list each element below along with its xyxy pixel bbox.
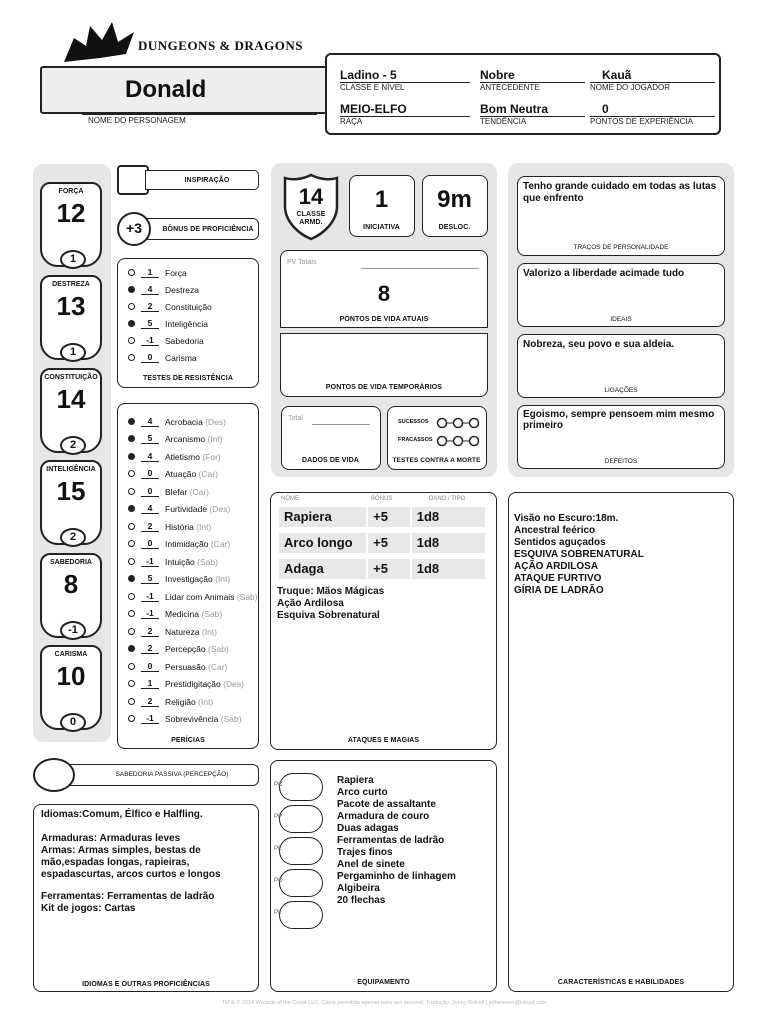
death-saves-label: TESTES CONTRA A MORTE bbox=[392, 457, 481, 464]
feature-line: GÍRIA DE LADRÃO bbox=[514, 585, 604, 596]
coin-label: PO bbox=[274, 878, 283, 884]
save-label: Carisma bbox=[165, 352, 197, 363]
skill-insight[interactable] bbox=[128, 553, 218, 570]
speed-box[interactable] bbox=[422, 175, 488, 237]
skill-nature[interactable] bbox=[128, 623, 217, 640]
death-saves-failure-bubbles[interactable] bbox=[436, 434, 480, 452]
coin-copper[interactable] bbox=[274, 773, 323, 801]
skill-value: 2 bbox=[141, 521, 159, 532]
player-name-label: NOME DO JOGADOR bbox=[590, 82, 715, 92]
skill-attribute: (Car) bbox=[198, 468, 218, 479]
save-value: 2 bbox=[141, 301, 159, 312]
skill-value: 4 bbox=[141, 503, 159, 514]
header bbox=[0, 0, 768, 150]
ability-modifier: -1 bbox=[60, 621, 86, 640]
skill-intimidation[interactable] bbox=[128, 535, 230, 552]
alignment-value[interactable]: Bom Neutra bbox=[480, 102, 549, 116]
coin-label: PE bbox=[274, 846, 283, 852]
race-label: RAÇA bbox=[340, 116, 470, 126]
proficiency-bubble[interactable] bbox=[128, 269, 135, 276]
equipment-item: Trajes finos bbox=[337, 847, 393, 858]
hit-dice-total-line bbox=[312, 424, 370, 425]
proficiency-line: Idiomas:Comum, Élfico e Halfling. bbox=[41, 809, 203, 820]
features-title: CARACTERÍSTICAS E HABILIDADES bbox=[557, 979, 685, 986]
attack-damage: 1d8 bbox=[412, 507, 485, 527]
hp-current-label: PONTOS DE VIDA ATUAIS bbox=[339, 316, 429, 323]
feature-line: Ancestral feérico bbox=[514, 525, 596, 536]
skill-label: Medicina bbox=[165, 608, 200, 619]
skill-value: 4 bbox=[141, 451, 159, 462]
equipment-title: EQUIPAMENTO bbox=[357, 979, 410, 986]
feature-line: Sentidos aguçados bbox=[514, 537, 606, 548]
skill-label: História bbox=[165, 521, 194, 532]
equipment-box bbox=[270, 760, 497, 992]
skill-sleight-of-hand[interactable] bbox=[128, 675, 244, 692]
skill-religion[interactable] bbox=[128, 693, 213, 710]
proficiency-line: mão,espadas longas, rapieiras, bbox=[41, 857, 190, 868]
equipment-item: Armadura de couro bbox=[337, 811, 430, 822]
coin-platinum[interactable] bbox=[274, 901, 323, 929]
skill-survival[interactable] bbox=[128, 710, 242, 727]
proficiency-bubble[interactable] bbox=[128, 320, 135, 327]
proficiencies-box bbox=[33, 804, 259, 992]
logo-text: DUNGEONS & DRAGONS bbox=[138, 38, 304, 53]
skill-deception[interactable] bbox=[128, 483, 209, 500]
proficiency-bubble[interactable] bbox=[128, 698, 135, 705]
attack-row[interactable] bbox=[279, 533, 487, 553]
skill-attribute: (Car) bbox=[208, 661, 228, 672]
skill-value: -1 bbox=[141, 556, 159, 567]
skills-title: PERÍCIAS bbox=[171, 737, 205, 744]
coin-gold[interactable] bbox=[274, 869, 323, 897]
xp-value[interactable]: 0 bbox=[602, 102, 609, 116]
ability-score: 10 bbox=[56, 661, 86, 691]
skill-label: Investigação bbox=[165, 573, 213, 584]
feature-line: ATAQUE FURTIVO bbox=[514, 573, 602, 584]
proficiency-value: +3 bbox=[126, 220, 142, 236]
skill-value: 5 bbox=[141, 433, 159, 444]
proficiency-bubble[interactable] bbox=[128, 610, 135, 617]
proficiency-bubble[interactable] bbox=[128, 418, 135, 425]
skill-attribute: (Int) bbox=[198, 696, 214, 707]
skill-value: 5 bbox=[141, 573, 159, 584]
failure-bubbles-icon bbox=[436, 435, 480, 447]
class-level-value[interactable]: Ladino - 5 bbox=[340, 68, 397, 82]
skills-box bbox=[117, 403, 259, 749]
ideals-text: Valorizo a liberdade acimade tudo bbox=[523, 268, 685, 279]
skill-value: 2 bbox=[141, 626, 159, 637]
ability-name: FORÇA bbox=[58, 188, 84, 195]
proficiency-bubble[interactable] bbox=[128, 337, 135, 344]
attack-bonus: +5 bbox=[368, 507, 410, 527]
proficiency-bubble[interactable] bbox=[128, 540, 135, 547]
coin-label: PC bbox=[274, 782, 283, 788]
speed-value: 9m bbox=[437, 186, 472, 213]
skill-label: Sobrevivência bbox=[165, 713, 219, 724]
skill-stealth[interactable] bbox=[128, 500, 230, 517]
ability-name: CARISMA bbox=[54, 651, 88, 658]
skill-athletics[interactable] bbox=[128, 448, 221, 465]
proficiency-bubble[interactable] bbox=[128, 558, 135, 565]
skill-attribute: (Sab) bbox=[220, 713, 242, 724]
ability-name: CONSTITUIÇÃO bbox=[44, 374, 98, 381]
skill-label: Atletismo bbox=[165, 451, 200, 462]
personality-traits-text: Tenho grande cuidado em todas as lutas que enfrento bbox=[523, 181, 717, 204]
hit-dice-total-label: Total bbox=[288, 415, 303, 422]
proficiency-bubble[interactable] bbox=[128, 435, 135, 442]
skill-history[interactable] bbox=[128, 518, 211, 535]
equipment-item: Algibeira bbox=[337, 883, 380, 894]
ability-name: INTELIGÊNCIA bbox=[46, 466, 96, 473]
passive-wisdom-field[interactable] bbox=[33, 758, 259, 792]
attacks-box bbox=[270, 492, 497, 750]
skill-label: Persuasão bbox=[165, 661, 206, 672]
attacks-title: ATAQUES E MAGIAS bbox=[347, 737, 420, 744]
attacks-header-damage: DANO / TIPO bbox=[429, 496, 466, 502]
skill-label: Percepção bbox=[165, 643, 206, 654]
ability-modifier: 2 bbox=[60, 528, 86, 547]
death-saves-failure-label: FRACASSOS bbox=[398, 437, 433, 443]
proficiency-line: Ferramentas: Ferramentas de ladrão bbox=[41, 891, 215, 902]
skill-attribute: (Sab) bbox=[208, 643, 229, 654]
bonds-box[interactable] bbox=[517, 334, 725, 398]
attack-damage: 1d8 bbox=[412, 533, 485, 553]
skill-attribute: (Int) bbox=[196, 521, 212, 532]
save-wisdom[interactable] bbox=[128, 332, 204, 349]
proficiency-line: Armas: Armas simples, bestas de bbox=[41, 845, 201, 856]
proficiency-bubble[interactable] bbox=[128, 453, 135, 460]
proficiency-bubble[interactable] bbox=[128, 680, 135, 687]
hp-max-line bbox=[361, 268, 479, 269]
attack-bonus: +5 bbox=[368, 559, 410, 579]
death-saves-success-bubbles[interactable] bbox=[436, 416, 480, 434]
ability-score: 15 bbox=[56, 476, 86, 506]
save-label: Destreza bbox=[165, 284, 200, 295]
skill-attribute: (Int) bbox=[215, 573, 231, 584]
ability-modifier: 1 bbox=[60, 343, 86, 362]
save-label: Força bbox=[165, 267, 187, 278]
save-strength[interactable] bbox=[128, 264, 187, 281]
attacks-header-bonus: BÔNUS bbox=[371, 496, 393, 502]
bonds-label: LIGAÇÕES bbox=[604, 387, 638, 394]
proficiency-bonus-field[interactable] bbox=[117, 212, 259, 246]
skill-attribute: (Des) bbox=[223, 678, 244, 689]
flaws-label: DEFEITOS bbox=[604, 458, 638, 465]
attack-row[interactable] bbox=[279, 559, 487, 579]
hit-dice-label: DADOS DE VIDA bbox=[302, 457, 359, 464]
proficiency-bubble[interactable] bbox=[128, 663, 135, 670]
proficiencies-title: IDIOMAS E OUTRAS PROFICIÊNCIAS bbox=[82, 981, 210, 988]
ability-modifier: 2 bbox=[60, 436, 86, 455]
saving-throws-box bbox=[117, 258, 259, 388]
equipment-item: Pacote de assaltante bbox=[337, 799, 436, 810]
initiative-label: INICIATIVA bbox=[363, 224, 400, 231]
attack-damage: 1d8 bbox=[412, 559, 485, 579]
skill-value: 0 bbox=[141, 538, 159, 549]
skill-value: 0 bbox=[141, 661, 159, 672]
armor-class-value: 14 bbox=[298, 184, 324, 209]
hit-dice-box[interactable] bbox=[281, 406, 381, 470]
skill-attribute: (Sab) bbox=[197, 556, 218, 567]
race-value[interactable]: MEIO-ELFO bbox=[340, 102, 407, 116]
proficiency-bubble[interactable] bbox=[128, 286, 135, 293]
ability-constitution[interactable] bbox=[40, 368, 102, 453]
save-value: 5 bbox=[141, 318, 159, 329]
skill-value: -1 bbox=[141, 713, 159, 724]
flaws-box[interactable] bbox=[517, 405, 725, 469]
proficiency-bubble[interactable] bbox=[128, 575, 135, 582]
skill-label: Furtividade bbox=[165, 503, 208, 514]
skill-performance[interactable] bbox=[128, 465, 218, 482]
skill-label: Natureza bbox=[165, 626, 200, 637]
ideals-label: IDEAIS bbox=[610, 316, 632, 323]
save-label: Sabedoria bbox=[165, 335, 204, 346]
skill-value: 2 bbox=[141, 643, 159, 654]
passive-wisdom-label: SABEDORIA PASSIVA (PERCEPÇÃO) bbox=[115, 771, 229, 778]
background-value[interactable]: Nobre bbox=[480, 68, 515, 82]
armor-class-label: CLASSE ARMD. bbox=[296, 211, 326, 226]
save-label: Constituição bbox=[165, 301, 212, 312]
skill-value: 0 bbox=[141, 468, 159, 479]
equipment-item: Ferramentas de ladrão bbox=[337, 835, 445, 846]
skill-medicine[interactable] bbox=[128, 605, 222, 622]
attack-note: Ação Ardilosa bbox=[277, 598, 344, 609]
attack-row[interactable] bbox=[279, 507, 487, 527]
save-value: 1 bbox=[141, 267, 159, 278]
proficiency-label: BÔNUS DE PROFICIÊNCIA bbox=[162, 226, 254, 233]
proficiency-bubble[interactable] bbox=[128, 645, 135, 652]
success-bubbles-icon bbox=[436, 417, 480, 429]
skill-label: Blefar bbox=[165, 486, 188, 497]
skill-attribute: (Car) bbox=[189, 486, 209, 497]
proficiency-line: espadascurtas, arcos curtos e longos bbox=[41, 869, 221, 880]
equipment-item: Rapiera bbox=[337, 775, 374, 786]
ability-score: 13 bbox=[56, 291, 86, 321]
bonds-text: Nobreza, seu povo e sua aldeia. bbox=[523, 339, 675, 350]
passive-wisdom-circle bbox=[33, 758, 75, 792]
skill-attribute: (Des) bbox=[205, 416, 226, 427]
proficiency-bubble[interactable] bbox=[128, 303, 135, 310]
personality-traits-box[interactable] bbox=[517, 176, 725, 256]
xp-label: PONTOS DE EXPERIÊNCIA bbox=[590, 116, 715, 126]
equipment-item: 20 flechas bbox=[337, 895, 386, 906]
attack-name: Adaga bbox=[279, 559, 366, 579]
attack-bonus: +5 bbox=[368, 533, 410, 553]
skill-attribute: (Int) bbox=[201, 626, 217, 637]
skill-arcana[interactable] bbox=[128, 430, 223, 447]
dragon-logo-icon bbox=[60, 18, 140, 66]
death-saves-box[interactable] bbox=[387, 406, 487, 470]
save-value: -1 bbox=[141, 335, 159, 346]
proficiency-line: Armaduras: Armaduras leves bbox=[41, 833, 181, 844]
player-name-value[interactable]: Kauã bbox=[602, 68, 632, 82]
features-box bbox=[508, 492, 734, 992]
initiative-value: 1 bbox=[374, 186, 389, 213]
save-charisma[interactable] bbox=[128, 349, 197, 366]
skill-value: 2 bbox=[141, 696, 159, 707]
skill-label: Religião bbox=[165, 696, 196, 707]
attack-note: Truque: Mãos Mágicas bbox=[277, 586, 385, 597]
ability-strength[interactable] bbox=[40, 182, 102, 267]
equipment-item: Pergaminho de linhagem bbox=[337, 871, 456, 882]
skill-value: 1 bbox=[141, 678, 159, 689]
skill-label: Intuição bbox=[165, 556, 195, 567]
proficiency-bubble[interactable] bbox=[128, 715, 135, 722]
hp-current-box[interactable] bbox=[280, 250, 488, 328]
ability-score: 12 bbox=[56, 198, 86, 228]
skill-label: Arcanismo bbox=[165, 433, 206, 444]
proficiency-bubble[interactable] bbox=[128, 628, 135, 635]
feature-line: AÇÃO ARDILOSA bbox=[514, 561, 599, 572]
skill-label: Lidar com Animais bbox=[165, 591, 235, 602]
save-dexterity[interactable] bbox=[128, 281, 199, 298]
skill-value: 0 bbox=[141, 486, 159, 497]
coin-electrum[interactable] bbox=[274, 837, 323, 865]
skill-attribute: (Des) bbox=[209, 503, 231, 514]
coin-silver[interactable] bbox=[274, 805, 323, 833]
ability-dexterity[interactable] bbox=[40, 275, 102, 360]
feature-line: Visão no Escuro:18m. bbox=[514, 513, 619, 524]
ability-wisdom[interactable] bbox=[40, 553, 102, 638]
ability-modifier: 1 bbox=[60, 250, 86, 269]
ability-name: SABEDORIA bbox=[49, 559, 92, 566]
skill-value: -1 bbox=[141, 591, 159, 602]
skill-attribute: (Sab) bbox=[236, 591, 258, 602]
name-underline bbox=[82, 114, 317, 115]
proficiency-line: Kit de jogos: Cartas bbox=[41, 903, 136, 914]
feature-line: ESQUIVA SOBRENATURAL bbox=[514, 549, 644, 560]
hp-max-label: PV Totais bbox=[287, 259, 317, 266]
skill-attribute: (For) bbox=[202, 451, 221, 462]
attack-name: Rapiera bbox=[279, 507, 366, 527]
save-intelligence[interactable] bbox=[128, 315, 208, 332]
ability-modifier: 0 bbox=[60, 713, 86, 732]
attacks-header-name: NOME bbox=[281, 496, 299, 502]
skill-investigation[interactable] bbox=[128, 570, 230, 587]
skill-label: Atuação bbox=[165, 468, 197, 479]
save-value: 0 bbox=[141, 352, 159, 363]
character-name[interactable]: Donald bbox=[125, 76, 207, 103]
ability-charisma[interactable] bbox=[40, 645, 102, 730]
proficiency-bubble[interactable] bbox=[128, 470, 135, 477]
inspiration-label: INSPIRAÇÃO bbox=[184, 177, 230, 184]
hp-temp-box[interactable] bbox=[280, 333, 488, 397]
proficiency-bubble[interactable] bbox=[128, 505, 135, 512]
hp-temp-label: PONTOS DE VIDA TEMPORÁRIOS bbox=[325, 384, 443, 391]
skill-label: Acrobacia bbox=[165, 416, 203, 427]
proficiency-bubble[interactable] bbox=[128, 593, 135, 600]
proficiency-bubble[interactable] bbox=[128, 488, 135, 495]
ideals-box[interactable] bbox=[517, 263, 725, 327]
skill-acrobatics[interactable] bbox=[128, 413, 226, 430]
skill-persuasion[interactable] bbox=[128, 658, 227, 675]
save-constitution[interactable] bbox=[128, 298, 212, 315]
personality-traits-label: TRAÇOS DE PERSONALIDADE bbox=[573, 244, 669, 251]
proficiency-bubble[interactable] bbox=[128, 523, 135, 530]
coin-label: PP bbox=[274, 814, 283, 820]
ability-intelligence[interactable] bbox=[40, 460, 102, 545]
inspiration-field[interactable] bbox=[117, 165, 259, 195]
class-level-label: CLASSE E NÍVEL bbox=[340, 82, 470, 92]
equipment-item: Duas adagas bbox=[337, 823, 399, 834]
skill-label: Prestidigitação bbox=[165, 678, 221, 689]
footer-copyright: TM & © 2014 Wizards of the Coast LLC. Cópia permitida apenas para uso pessoal. Tradução: Johny Bolcell | jetheresen@icloud.com bbox=[221, 1000, 547, 1006]
initiative-box[interactable] bbox=[349, 175, 415, 237]
skill-value: -1 bbox=[141, 608, 159, 619]
skill-perception[interactable] bbox=[128, 640, 229, 657]
attack-name: Arco longo bbox=[279, 533, 366, 553]
ability-name: DESTREZA bbox=[52, 281, 90, 288]
proficiency-bubble[interactable] bbox=[128, 354, 135, 361]
save-label: Inteligência bbox=[165, 318, 209, 329]
saving-throws-title: TESTES DE RESISTÊNCIA bbox=[142, 375, 233, 382]
save-value: 4 bbox=[141, 284, 159, 295]
skill-attribute: (Sab) bbox=[201, 608, 223, 619]
character-name-label: NOME DO PERSONAGEM bbox=[88, 116, 186, 125]
equipment-item: Arco curto bbox=[337, 787, 388, 798]
skill-animal-handling[interactable] bbox=[128, 588, 258, 605]
death-saves-success-label: SUCESSOS bbox=[398, 419, 429, 425]
background-label: ANTECEDENTE bbox=[480, 82, 585, 92]
alignment-label: TENDÊNCIA bbox=[480, 116, 585, 126]
speed-label: DESLOC. bbox=[438, 224, 471, 231]
equipment-item: Anel de sinete bbox=[337, 859, 405, 870]
flaws-text: Egoismo, sempre pensoem mim mesmo primeiro bbox=[523, 409, 715, 431]
coin-label: PL bbox=[274, 910, 282, 916]
ability-score: 8 bbox=[63, 569, 79, 599]
skill-value: 4 bbox=[141, 416, 159, 427]
attack-note: Esquiva Sobrenatural bbox=[277, 610, 380, 621]
hp-current-value: 8 bbox=[377, 281, 391, 306]
skill-attribute: (Car) bbox=[210, 538, 231, 549]
skill-attribute: (Int) bbox=[207, 433, 223, 444]
armor-class[interactable] bbox=[281, 172, 341, 242]
ability-score: 14 bbox=[56, 384, 86, 414]
skill-label: Intimidação bbox=[165, 538, 209, 549]
